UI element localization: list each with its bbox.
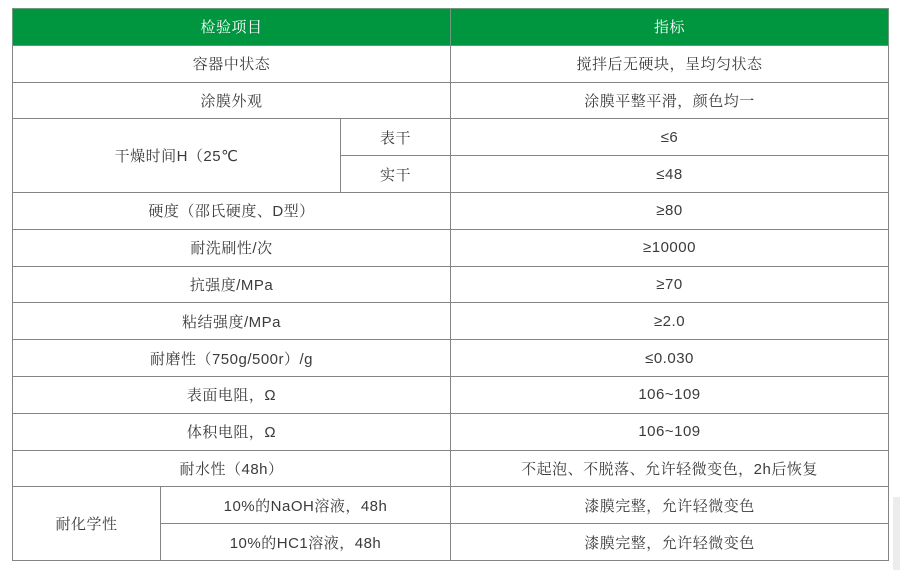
surface-dry-value: ≤6 xyxy=(451,119,889,156)
header-row xyxy=(13,9,889,46)
surface-dry-label: 表干 xyxy=(341,119,451,156)
scrub-resistance-value: ≥10000 xyxy=(451,229,889,266)
hcl-solution-label: 10%的HC1溶液，48h xyxy=(161,524,451,561)
surface-resistance-label: 表面电阻，Ω xyxy=(13,376,451,413)
naoh-solution-label: 10%的NaOH溶液，48h xyxy=(161,487,451,524)
surface-resistance-value: 106~109 xyxy=(451,376,889,413)
water-resistance-label: 耐水性（48h） xyxy=(13,450,451,487)
table-row-film-appearance xyxy=(13,82,889,119)
spec-table-container xyxy=(12,8,889,561)
container-state-label: 容器中状态 xyxy=(13,45,451,82)
bond-strength-value: ≥2.0 xyxy=(451,303,889,340)
column-header-items: 检验项目 xyxy=(13,9,451,46)
column-header-index: 指标 xyxy=(451,9,889,46)
table-row-tensile-strength xyxy=(13,266,889,303)
film-appearance-value: 涂膜平整平滑，颜色均一 xyxy=(451,82,889,119)
hardness-label: 硬度（邵氏硬度、D型） xyxy=(13,192,451,229)
table-row-scrub-resistance xyxy=(13,229,889,266)
volume-resistance-value: 106~109 xyxy=(451,413,889,450)
hardness-value: ≥80 xyxy=(451,192,889,229)
hard-dry-label: 实干 xyxy=(341,156,451,193)
spec-table xyxy=(12,8,889,561)
table-row-volume-resistance xyxy=(13,413,889,450)
bond-strength-label: 粘结强度/MPa xyxy=(13,303,451,340)
scrub-resistance-label: 耐洗刷性/次 xyxy=(13,229,451,266)
page-edge-shadow xyxy=(893,497,900,570)
film-appearance-label: 涂膜外观 xyxy=(13,82,451,119)
hcl-solution-value: 漆膜完整，允许轻微变色 xyxy=(451,524,889,561)
abrasion-resistance-value: ≤0.030 xyxy=(451,340,889,377)
table-row-bond-strength xyxy=(13,303,889,340)
abrasion-resistance-label: 耐磨性（750g/500r）/g xyxy=(13,340,451,377)
table-row-chemical-naoh xyxy=(13,487,889,524)
table-row-container-state xyxy=(13,45,889,82)
table-row-dry-time-surface xyxy=(13,119,889,156)
hard-dry-value: ≤48 xyxy=(451,156,889,193)
water-resistance-value: 不起泡、不脱落、允许轻微变色，2h后恢复 xyxy=(451,450,889,487)
tensile-strength-label: 抗强度/MPa xyxy=(13,266,451,303)
table-row-hardness xyxy=(13,192,889,229)
chemical-resistance-label: 耐化学性 xyxy=(13,487,161,561)
table-row-water-resistance xyxy=(13,450,889,487)
table-row-surface-resistance xyxy=(13,376,889,413)
volume-resistance-label: 体积电阻，Ω xyxy=(13,413,451,450)
container-state-value: 搅拌后无硬块，呈均匀状态 xyxy=(451,45,889,82)
dry-time-label: 干燥时间H（25℃ xyxy=(13,119,341,193)
naoh-solution-value: 漆膜完整，允许轻微变色 xyxy=(451,487,889,524)
table-row-abrasion-resistance xyxy=(13,340,889,377)
tensile-strength-value: ≥70 xyxy=(451,266,889,303)
